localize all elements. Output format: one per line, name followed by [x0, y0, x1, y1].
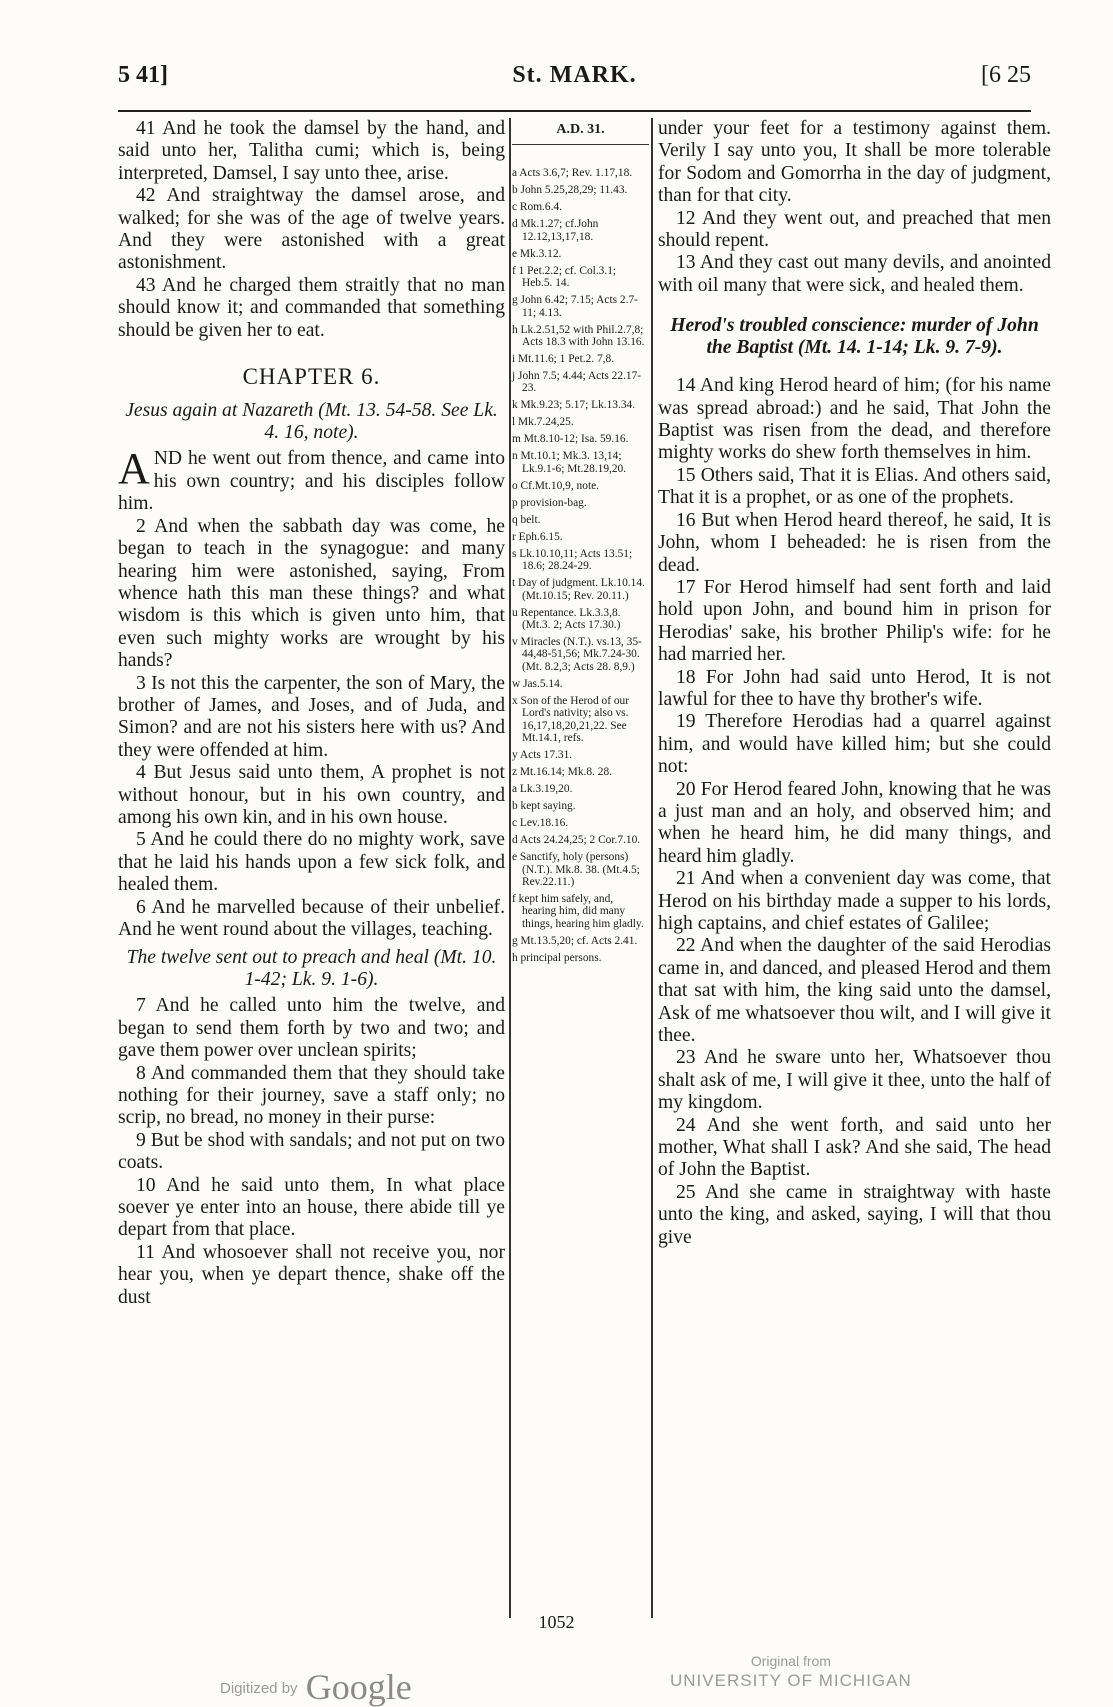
verse: 18 For John had said unto Herod, It is not lawful for thee to have thy brother's wife.	[658, 666, 1051, 710]
verse: 5 And he could there do no mighty work, save that he laid his hands upon a few sick folk, and healed them.	[118, 829, 505, 896]
digitized-label: Digitized by	[220, 1680, 298, 1697]
verse: 22 And when the daughter of the said Herodias came in, and danced, and pleased Herod and them that sat with him, the king said unto the damsel, Ask of me whatsoever thou wilt, and I will give it thee.	[658, 935, 1051, 1047]
cross-reference: h Lk.2.51,52 with Phil.2.7,8; Acts 18.3 with John 13.16.	[512, 323, 645, 349]
section-heading: Herod's troubled conscience: murder of John the Baptist (Mt. 14. 1-14; Lk. 9. 7-9).	[670, 315, 1039, 359]
original-from-notice	[670, 1652, 912, 1690]
verse: 13 And they cast out many devils, and anointed with oil many that were sick, and healed them.	[658, 252, 1051, 296]
header-rule	[118, 110, 1031, 112]
verse: 11 And whosoever shall not receive you, nor hear you, when ye depart thence, shake off the dust	[118, 1241, 505, 1308]
column-rule	[509, 118, 511, 1618]
cross-reference: k Mk.9.23; 5.17; Lk.13.34.	[512, 399, 636, 412]
cross-reference: b kept saying.	[512, 800, 576, 813]
right-text-column	[658, 118, 1051, 1249]
cross-reference: t Day of judgment. Lk.10.14. (Mt.10.15; Rev. 20.11.)	[512, 577, 645, 602]
verse: 9 But be shod with sandals; and not put on two coats.	[118, 1129, 505, 1174]
date-label: A.D. 31.	[512, 118, 649, 145]
chapter-heading: CHAPTER 6.	[242, 364, 381, 390]
cross-reference: i Mt.11.6; 1 Pet.2. 7,8.	[512, 353, 615, 366]
original-label: Original from	[750, 1653, 831, 1669]
column-rule	[651, 118, 653, 1618]
cross-reference: a Acts 3.6,7; Rev. 1.17,18.	[512, 167, 633, 180]
google-logo: Google	[305, 1667, 412, 1707]
verse: 21 And when a convenient day was come, that Herod on his birthday made a supper to his lords, high captains, and chief estates of Galilee;	[658, 868, 1051, 934]
header-left-ref: 5 41]	[118, 62, 168, 88]
verse: 24 And she went forth, and said unto her mother, What shall I ask? And she said, The head of John the Baptist.	[658, 1114, 1051, 1181]
verse: 20 For Herod feared John, knowing that he was a just man and an holy, and observed him; and when he heard him, he did many things, and heard him gladly.	[658, 778, 1051, 867]
drop-cap: A	[118, 444, 150, 494]
cross-reference: e Mk.3.12.	[512, 247, 562, 260]
cross-reference: e Sanctify, holy (persons) (N.T.). Mk.8. 38. (Mt.4.5; Rev.22.11.)	[512, 851, 640, 888]
cross-reference: g Mt.13.5,20; cf. Acts 2.41.	[512, 934, 638, 947]
cross-reference: f kept him safely, and, hearing him, did many things, hearing him gladly.	[512, 892, 644, 930]
cross-reference: z Mt.16.14; Mk.8. 28.	[512, 766, 612, 779]
verse: 15 Others said, That it is Elias. And others said, That it is a prophet, or as one of the prophets.	[658, 464, 1051, 509]
cross-reference: n Mt.10.1; Mk.3. 13,14; Lk.9.1-6; Mt.28.19,20.	[512, 450, 627, 475]
original-source: UNIVERSITY OF MICHIGAN	[670, 1671, 912, 1690]
verse: 2 And when the sabbath day was come, he began to teach in the synagogue: and many hearing him were astonished, saying, From whence hath this man these things? and what wisdom is this which is given unto him, that even such mighty works are wrought by his hands?	[118, 515, 505, 672]
cross-reference: s Lk.10.10,11; Acts 13.51; 18.6; 28.24-29.	[512, 547, 633, 573]
cross-reference: j John 7.5; 4.44; Acts 22.17-23.	[512, 370, 642, 395]
cross-reference: g John 6.42; 7.15; Acts 2.7-11; 4.13.	[512, 294, 638, 319]
page-number: 1052	[538, 1612, 575, 1632]
verse: 4 But Jesus said unto them, A prophet is not without honour, but in his own country, and among his own kin, and in his own house.	[118, 762, 505, 828]
cross-reference: d Acts 24.24,25; 2 Cor.7.10.	[512, 834, 641, 847]
cross-reference: v Miracles (N.T.). vs.13, 35-44,48-51,56; Mk.7.24-30. (Mt. 8.2,3; Acts 28. 8,9.)	[512, 636, 642, 673]
cross-reference: c Rom.6.4.	[512, 201, 562, 214]
verse: 3 Is not this the carpenter, the son of Mary, the brother of James, and Joses, and of Juda, and Simon? and are not his sisters here with us? And they were offended at him.	[118, 672, 505, 761]
left-text-column	[118, 118, 505, 1309]
section-heading: Jesus again at Nazareth (Mt. 13. 54-58. See Lk. 4. 16, note).	[125, 400, 498, 444]
header-book-title: St. MARK.	[512, 62, 637, 88]
cross-reference: p provision-bag.	[512, 496, 587, 509]
cross-reference: h principal persons.	[512, 951, 602, 964]
header-right-ref: [6 25	[981, 62, 1031, 88]
verse: 42 And straightway the damsel arose, and walked; for she was of the age of twelve years. And they were astonished with a great astonishment.	[118, 185, 505, 274]
verse: 43 And he charged them straitly that no man should know it; and commanded that something should be given her to eat.	[118, 274, 505, 341]
verse-one-text: ND he went out from thence, and came into his own country; and his disciples follow him.	[118, 448, 505, 515]
cross-reference: o Cf.Mt.10,9, note.	[512, 479, 600, 492]
verse: 19 Therefore Herodias had a quarrel against him, and would have killed him; but she could not:	[658, 711, 1051, 778]
cross-reference: m Mt.8.10-12; Isa. 59.16.	[512, 433, 629, 446]
verse: 16 But when Herod heard thereof, he said, It is John, whom I beheaded: he is risen from the dead.	[658, 509, 1051, 576]
verse-continued: under your feet for a testimony against them. Verily I say unto you, It shall be more tolerable for Sodom and Gomorrha in the day of judgment, than for that city.	[658, 118, 1051, 207]
verse: 14 And king Herod heard of him; (for his name was spread abroad:) and he said, That John the Baptist was risen from the dead, and therefore mighty works do shew forth themselves in him.	[658, 375, 1051, 464]
verse: 10 And he said unto them, In what place soever ye enter into an house, there abide till ye depart from that place.	[118, 1174, 505, 1241]
verse: 17 For Herod himself had sent forth and laid hold upon John, and bound him in prison for Herodias' sake, his brother Philip's wife: for he had married her.	[658, 576, 1051, 666]
verse: 6 And he marvelled because of their unbelief. And he went round about the villages, teaching.	[118, 896, 505, 940]
cross-reference: l Mk.7.24,25.	[512, 416, 574, 429]
cross-reference: q belt.	[512, 513, 541, 526]
cross-reference: f 1 Pet.2.2; cf. Col.3.1; Heb.5. 14.	[512, 264, 617, 290]
cross-reference: y Acts 17.31.	[512, 749, 573, 762]
cross-reference: u Repentance. Lk.3.3,8. (Mt.3. 2; Acts 17.30.)	[512, 606, 621, 632]
verse-one	[118, 444, 505, 515]
cross-reference: d Mk.1.27; cf.John 12.12,13,17,18.	[512, 218, 599, 243]
verse: 7 And he called unto him the twelve, and began to send them forth by two and two; and gave them power over unclean spirits;	[118, 995, 505, 1062]
cross-reference: c Lev.18.16.	[512, 817, 569, 830]
verse: 8 And commanded them that they should take nothing for their journey, save a staff only; no scrip, no bread, no money in their purse:	[118, 1062, 505, 1129]
verse: 41 And he took the damsel by the hand, and said unto her, Talitha cumi; which is, being interpreted, Damsel, I say unto thee, arise.	[118, 118, 505, 184]
cross-reference-column	[512, 118, 649, 969]
section-heading: The twelve sent out to preach and heal (Mt. 10. 1-42; Lk. 9. 1-6).	[126, 947, 497, 991]
verse: 23 And he sware unto her, Whatsoever thou shalt ask of me, I will give it thee, unto the half of my kingdom.	[658, 1047, 1051, 1114]
running-header	[118, 62, 1031, 102]
cross-reference: b John 5.25,28,29; 11.43.	[512, 184, 628, 197]
verse: 12 And they went out, and preached that men should repent.	[658, 207, 1051, 252]
verse: 25 And she came in straightway with haste unto the king, and asked, saying, I will that thou give	[658, 1181, 1051, 1248]
cross-reference: a Lk.3.19,20.	[512, 783, 573, 796]
cross-reference: x Son of the Herod of our Lord's nativity; also vs. 16,17,18,20,21,22. See Mt.14.1, refs.	[512, 694, 630, 745]
cross-reference: w Jas.5.14.	[512, 677, 563, 690]
digitized-by-notice	[220, 1660, 412, 1707]
reference-list	[512, 167, 649, 964]
cross-reference: r Eph.6.15.	[512, 530, 563, 543]
